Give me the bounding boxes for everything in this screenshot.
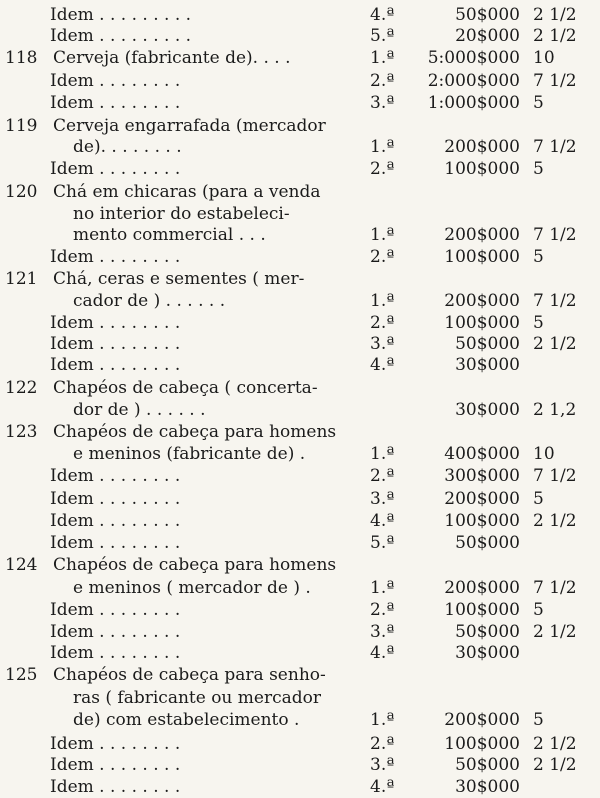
entry-description: cador de ) . . . . . .: [73, 291, 226, 311]
entry-description: Idem . . . . . . . .: [50, 159, 181, 179]
entry-description: Idem . . . . . . . .: [50, 334, 181, 354]
entry-rate: 7 1/2: [533, 578, 577, 598]
entry-description: Chapéos de cabeça para homens: [53, 422, 337, 442]
entry-value: 200$000: [444, 489, 520, 509]
entry-value: 100$000: [444, 313, 520, 333]
table-row: [0, 70, 600, 92]
entry-description: Idem . . . . . . . .: [50, 71, 181, 91]
entry-description: mento commercial . . .: [73, 225, 266, 245]
table-row: [0, 532, 600, 554]
entry-number: 122: [5, 378, 38, 398]
table-row: [0, 465, 600, 487]
table-row: [0, 554, 600, 576]
entry-class: 5.ª: [370, 26, 395, 46]
entry-description: de). . . . . . . .: [73, 137, 182, 157]
entry-rate: 7 1/2: [533, 137, 577, 157]
entry-class: 2.ª: [370, 71, 395, 91]
entry-class: 1.ª: [370, 137, 395, 157]
entry-class: 4.ª: [370, 5, 395, 25]
table-row: [0, 443, 600, 465]
entry-description: Idem . . . . . . . .: [50, 93, 181, 113]
entry-description: Idem . . . . . . . .: [50, 622, 181, 642]
entry-description: Idem . . . . . . . .: [50, 489, 181, 509]
entry-description: Chá em chicaras (para a venda: [53, 182, 321, 202]
entry-value: 50$000: [455, 622, 520, 642]
table-row: [0, 421, 600, 443]
table-row: [0, 47, 600, 69]
entry-class: 1.ª: [370, 710, 395, 730]
table-row: [0, 333, 600, 355]
entry-description: Idem . . . . . . . .: [50, 777, 181, 797]
entry-description: Idem . . . . . . . .: [50, 247, 181, 267]
entry-rate: 5: [533, 247, 544, 267]
entry-rate: 5: [533, 313, 544, 333]
entry-value: 5:000$000: [427, 48, 520, 68]
entry-description: Cerveja (fabricante de). . . .: [53, 48, 291, 68]
entry-rate: 2 1/2: [533, 755, 577, 775]
table-row: [0, 577, 600, 599]
entry-description: Idem . . . . . . . .: [50, 511, 181, 531]
entry-rate: 5: [533, 159, 544, 179]
entry-class: 4.ª: [370, 511, 395, 531]
entry-value: 50$000: [455, 5, 520, 25]
entry-class: 2.ª: [370, 159, 395, 179]
entry-value: 20$000: [455, 26, 520, 46]
entry-description: Idem . . . . . . . .: [50, 355, 181, 375]
entry-rate: 10: [533, 48, 555, 68]
entry-value: 100$000: [444, 511, 520, 531]
table-row: [0, 377, 600, 399]
table-row: [0, 621, 600, 643]
entry-value: 100$000: [444, 600, 520, 620]
entry-value: 200$000: [444, 710, 520, 730]
entry-value: 200$000: [444, 137, 520, 157]
entry-rate: 5: [533, 489, 544, 509]
table-row: [0, 687, 600, 709]
table-row: [0, 4, 600, 26]
entry-rate: 7 1/2: [533, 466, 577, 486]
entry-description: e meninos (fabricante de) .: [73, 444, 306, 464]
entry-class: 2.ª: [370, 600, 395, 620]
entry-description: Idem . . . . . . . .: [50, 734, 181, 754]
entry-rate: 2 1/2: [533, 5, 577, 25]
entry-class: 3.ª: [370, 93, 395, 113]
entry-description: e meninos ( mercador de ) .: [73, 578, 311, 598]
table-row: [0, 488, 600, 510]
table-row: [0, 115, 600, 137]
entry-description: Idem . . . . . . . .: [50, 600, 181, 620]
entry-class: 3.ª: [370, 489, 395, 509]
table-row: [0, 664, 600, 686]
entry-description: dor de ) . . . . . .: [73, 400, 206, 420]
entry-value: 30$000: [455, 777, 520, 797]
entry-value: 1:000$000: [427, 93, 520, 113]
entry-class: 2.ª: [370, 247, 395, 267]
entry-description: Idem . . . . . . . .: [50, 313, 181, 333]
entry-description: Idem . . . . . . . .: [50, 755, 181, 775]
entry-number: 120: [5, 182, 38, 202]
table-row: [0, 158, 600, 180]
entry-class: 1.ª: [370, 48, 395, 68]
entry-description: Chá, ceras e sementes ( mer-: [53, 269, 305, 289]
table-row: [0, 399, 600, 421]
entry-class: 2.ª: [370, 313, 395, 333]
entry-number: 121: [5, 269, 38, 289]
table-row: [0, 203, 600, 225]
table-row: [0, 224, 600, 246]
entry-rate: 5: [533, 710, 544, 730]
entry-value: 200$000: [444, 291, 520, 311]
entry-value: 100$000: [444, 159, 520, 179]
entry-class: 5.ª: [370, 533, 395, 553]
table-row: [0, 246, 600, 268]
table-row: [0, 354, 600, 376]
entry-class: 4.ª: [370, 777, 395, 797]
entry-rate: 7 1/2: [533, 225, 577, 245]
entry-rate: 2 1/2: [533, 26, 577, 46]
entry-class: 1.ª: [370, 291, 395, 311]
entry-rate: 2 1/2: [533, 511, 577, 531]
entry-description: no interior do estabeleci-: [73, 204, 290, 224]
entry-value: 300$000: [444, 466, 520, 486]
entry-value: 30$000: [455, 355, 520, 375]
entry-value: 50$000: [455, 755, 520, 775]
table-row: [0, 92, 600, 114]
table-row: [0, 776, 600, 798]
entry-class: 3.ª: [370, 622, 395, 642]
entry-value: 50$000: [455, 533, 520, 553]
entry-value: 30$000: [455, 400, 520, 420]
entry-class: 3.ª: [370, 334, 395, 354]
entry-value: 200$000: [444, 578, 520, 598]
table-row: [0, 709, 600, 731]
table-row: [0, 25, 600, 47]
entry-description: de) com estabelecimento .: [73, 710, 300, 730]
table-row: [0, 510, 600, 532]
table-row: [0, 312, 600, 334]
entry-description: ras ( fabricante ou mercador: [73, 688, 321, 708]
table-row: [0, 754, 600, 776]
entry-value: 100$000: [444, 247, 520, 267]
entry-rate: 2 1/2: [533, 734, 577, 754]
entry-class: 1.ª: [370, 444, 395, 464]
entry-description: Chapéos de cabeça ( concerta-: [53, 378, 318, 398]
entry-description: Idem . . . . . . . .: [50, 466, 181, 486]
entry-rate: 5: [533, 600, 544, 620]
entry-value: 30$000: [455, 643, 520, 663]
entry-description: Idem . . . . . . . . .: [50, 5, 192, 25]
table-row: [0, 642, 600, 664]
entry-description: Cerveja engarrafada (mercador: [53, 116, 326, 136]
entry-number: 125: [5, 665, 38, 685]
entry-class: 3.ª: [370, 755, 395, 775]
entry-class: 1.ª: [370, 225, 395, 245]
entry-class: 1.ª: [370, 578, 395, 598]
entry-rate: 5: [533, 93, 544, 113]
entry-description: Chapéos de cabeça para homens: [53, 555, 337, 575]
table-row: [0, 268, 600, 290]
entry-rate: 2 1,2: [533, 400, 577, 420]
entry-number: 119: [5, 116, 38, 136]
entry-rate: 2 1/2: [533, 334, 577, 354]
entry-description: Idem . . . . . . . . .: [50, 26, 192, 46]
entry-rate: 2 1/2: [533, 622, 577, 642]
table-row: [0, 136, 600, 158]
entry-number: 124: [5, 555, 38, 575]
entry-class: 4.ª: [370, 355, 395, 375]
entry-description: Idem . . . . . . . .: [50, 643, 181, 663]
entry-value: 2:000$000: [427, 71, 520, 91]
table-row: [0, 181, 600, 203]
entry-rate: 10: [533, 444, 555, 464]
entry-number: 118: [5, 48, 38, 68]
entry-value: 400$000: [444, 444, 520, 464]
entry-number: 123: [5, 422, 38, 442]
entry-class: 2.ª: [370, 466, 395, 486]
entry-value: 50$000: [455, 334, 520, 354]
entry-class: 4.ª: [370, 643, 395, 663]
table-row: [0, 290, 600, 312]
entry-rate: 7 1/2: [533, 291, 577, 311]
entry-description: Idem . . . . . . . .: [50, 533, 181, 553]
table-row: [0, 733, 600, 755]
entry-rate: 7 1/2: [533, 71, 577, 91]
entry-description: Chapéos de cabeça para senho-: [53, 665, 326, 685]
entry-value: 200$000: [444, 225, 520, 245]
table-row: [0, 599, 600, 621]
entry-class: 2.ª: [370, 734, 395, 754]
entry-value: 100$000: [444, 734, 520, 754]
